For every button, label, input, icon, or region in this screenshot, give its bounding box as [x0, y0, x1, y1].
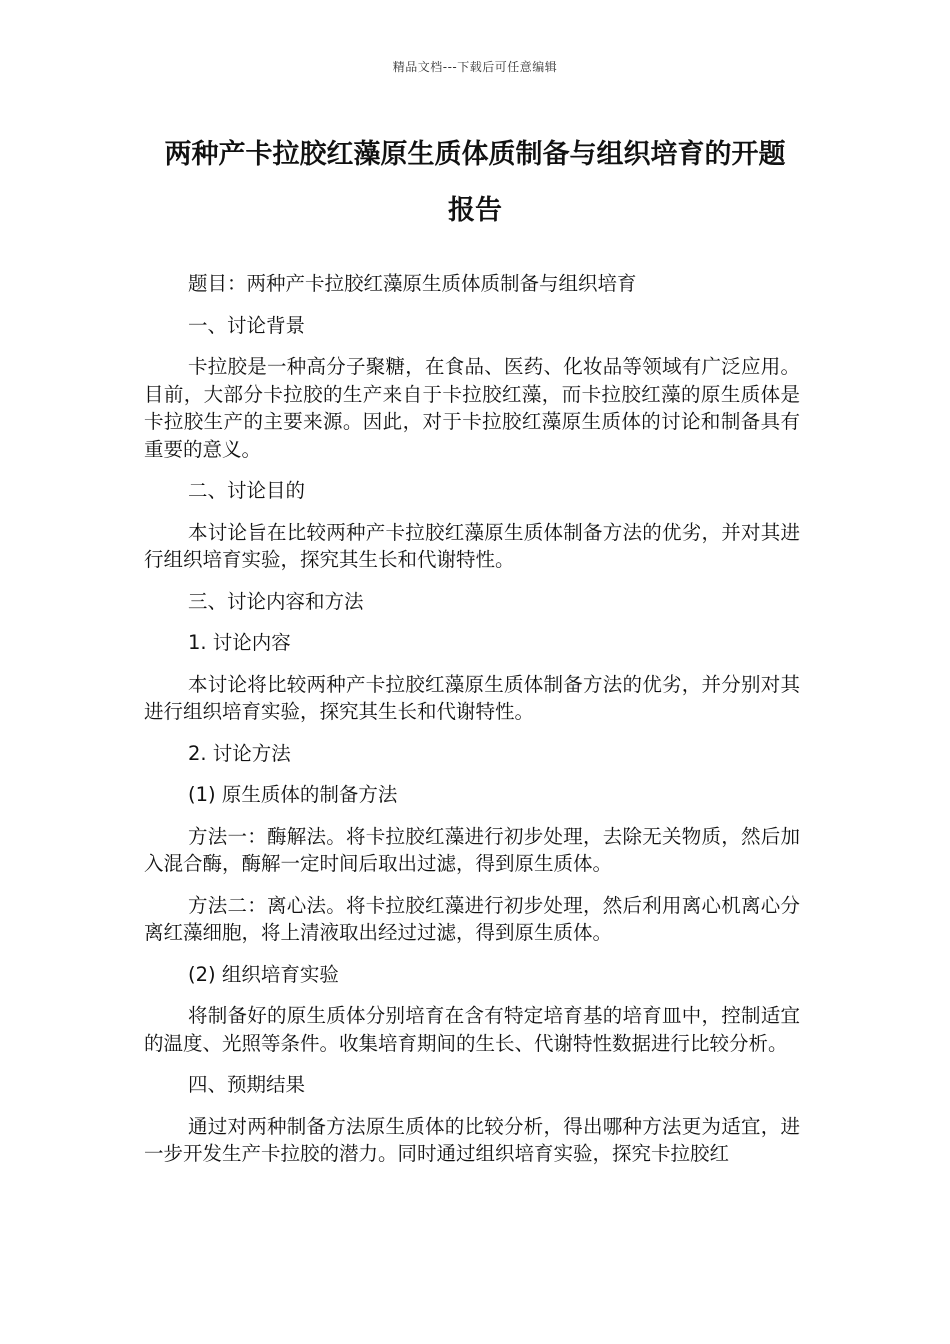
subheading-content: 1. 讨论内容	[188, 631, 291, 654]
section-heading-purpose: 二、讨论目的	[188, 479, 306, 502]
paragraph-background: 卡拉胶是一种高分子聚糖，在食品、医药、化妆品等领域有广泛应用。目前，大部分卡拉胶的生产来自于卡拉胶红藻，而卡拉胶红藻的原生质体是卡拉胶生产的主要来源。因此，对于卡拉胶红藻原生质体的讨论和制备具有重要的意义。	[144, 355, 800, 461]
paragraph-culture: 将制备好的原生质体分别培育在含有特定培育基的培育皿中，控制适宜的温度、光照等条件。收集培育期间的生长、代谢特性数据进行比较分析。	[144, 1004, 800, 1055]
paragraph-expected: 通过对两种制备方法原生质体的比较分析，得出哪种方法更为适宜，进一步开发生产卡拉胶的潜力。同时通过组织培育实验，探究卡拉胶红	[144, 1114, 800, 1165]
paragraph-method-one: 方法一：酶解法。将卡拉胶红藻进行初步处理，去除无关物质，然后加入混合酶，酶解一定时间后取出过滤，得到原生质体。	[144, 824, 800, 875]
section-heading-background: 一、讨论背景	[188, 313, 306, 337]
section-heading-content-methods: 三、讨论内容和方法	[188, 589, 364, 613]
paragraph-content: 本讨论将比较两种产卡拉胶红藻原生质体制备方法的优劣，并分别对其进行组织培育实验，探究其生长和代谢特性。	[144, 672, 800, 723]
section-heading-expected: 四、预期结果	[188, 1073, 306, 1096]
document-title-line1: 两种产卡拉胶红藻原生质体质制备与组织培育的开题	[164, 139, 786, 170]
header-note: 精品文档---下载后可任意编辑	[392, 60, 558, 74]
document-body	[144, 270, 800, 1182]
subheading-culture: (2) 组织培育实验	[188, 962, 339, 986]
subheading-methods: 2. 讨论方法	[188, 741, 291, 765]
paragraph-purpose: 本讨论旨在比较两种产卡拉胶红藻原生质体制备方法的优劣，并对其进行组织培育实验，探究其生长和代谢特性。	[144, 520, 800, 571]
topic-line: 题目：两种产卡拉胶红藻原生质体质制备与组织培育	[188, 272, 637, 295]
document-title-line2: 报告	[448, 195, 502, 226]
paragraph-method-two: 方法二：离心法。将卡拉胶红藻进行初步处理，然后利用离心机离心分离红藻细胞，将上清液取出经过过滤，得到原生质体。	[144, 893, 800, 944]
subheading-preparation: (1) 原生质体的制备方法	[188, 783, 398, 806]
